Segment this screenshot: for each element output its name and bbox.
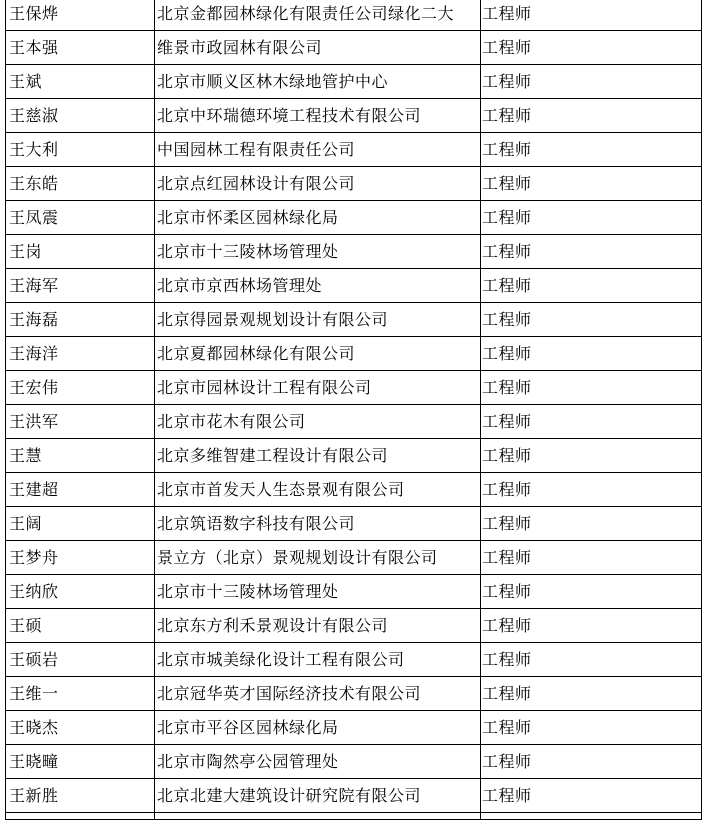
title-cell[interactable]: 工程师 <box>481 235 702 269</box>
name-cell[interactable]: 王斌 <box>6 65 155 99</box>
table-row <box>6 31 702 65</box>
organization-cell[interactable]: 北京冠华英才国际经济技术有限公司 <box>155 677 481 711</box>
name-cell[interactable]: 王大利 <box>6 133 155 167</box>
title-cell[interactable]: 工程师 <box>481 507 702 541</box>
organization-cell[interactable]: 北京金都园林绿化有限责任公司绿化二大 <box>155 0 481 31</box>
title-cell[interactable]: 工程师 <box>481 609 702 643</box>
title-cell[interactable]: 工程师 <box>481 133 702 167</box>
table-row <box>6 303 702 337</box>
name-cell[interactable]: 王硕岩 <box>6 643 155 677</box>
name-cell[interactable]: 王慧 <box>6 439 155 473</box>
title-cell[interactable]: 工程师 <box>481 405 702 439</box>
organization-cell[interactable]: 中国园林工程有限责任公司 <box>155 133 481 167</box>
table-row <box>6 439 702 473</box>
table-body <box>6 0 702 820</box>
title-cell[interactable]: 工程师 <box>481 371 702 405</box>
title-cell[interactable]: 工程师 <box>481 269 702 303</box>
organization-cell[interactable]: 北京筑语数字科技有限公司 <box>155 507 481 541</box>
organization-cell[interactable]: 北京市园林设计工程有限公司 <box>155 371 481 405</box>
name-cell[interactable]: 王阔 <box>6 507 155 541</box>
name-cell[interactable]: 王梦舟 <box>6 541 155 575</box>
name-cell[interactable]: 王洪军 <box>6 405 155 439</box>
organization-cell[interactable]: 北京市首发天人生态景观有限公司 <box>155 473 481 507</box>
table-row-partial <box>6 813 702 820</box>
table-row <box>6 575 702 609</box>
organization-cell[interactable]: 北京市顺义区林木绿地管护中心 <box>155 65 481 99</box>
table-row <box>6 269 702 303</box>
organization-cell[interactable]: 北京市城美绿化设计工程有限公司 <box>155 643 481 677</box>
organization-cell[interactable]: 北京市平谷区园林绿化局 <box>155 711 481 745</box>
name-cell[interactable]: 王东皓 <box>6 167 155 201</box>
table-row <box>6 677 702 711</box>
title-cell[interactable]: 工程师 <box>481 0 702 31</box>
title-cell[interactable]: 工程师 <box>481 677 702 711</box>
organization-cell[interactable]: 北京北建大建筑设计研究院有限公司 <box>155 779 481 813</box>
table-row <box>6 779 702 813</box>
title-cell[interactable]: 工程师 <box>481 779 702 813</box>
organization-cell[interactable]: 北京中环瑞德环境工程技术有限公司 <box>155 99 481 133</box>
title-cell[interactable]: 工程师 <box>481 439 702 473</box>
organization-cell[interactable]: 景立方（北京）景观规划设计有限公司 <box>155 541 481 575</box>
title-cell[interactable]: 工程师 <box>481 473 702 507</box>
name-cell[interactable]: 王维一 <box>6 677 155 711</box>
organization-cell[interactable]: 北京市陶然亭公园管理处 <box>155 745 481 779</box>
name-cell[interactable]: 王建超 <box>6 473 155 507</box>
organization-cell[interactable]: 北京点红园林设计有限公司 <box>155 167 481 201</box>
name-cell[interactable]: 王晓疃 <box>6 745 155 779</box>
table-row <box>6 541 702 575</box>
table-row <box>6 643 702 677</box>
name-cell[interactable]: 王新胜 <box>6 779 155 813</box>
title-cell[interactable]: 工程师 <box>481 99 702 133</box>
organization-cell[interactable]: 北京市十三陵林场管理处 <box>155 235 481 269</box>
title-cell[interactable]: 工程师 <box>481 31 702 65</box>
name-cell[interactable]: 王海洋 <box>6 337 155 371</box>
table-row <box>6 371 702 405</box>
empty-cell <box>155 813 481 820</box>
table-row <box>6 99 702 133</box>
name-cell[interactable]: 王岗 <box>6 235 155 269</box>
table-row <box>6 507 702 541</box>
organization-cell[interactable]: 北京市怀柔区园林绿化局 <box>155 201 481 235</box>
organization-cell[interactable]: 北京市京西林场管理处 <box>155 269 481 303</box>
table-row <box>6 609 702 643</box>
empty-cell <box>481 813 702 820</box>
table-row <box>6 711 702 745</box>
title-cell[interactable]: 工程师 <box>481 541 702 575</box>
title-cell[interactable]: 工程师 <box>481 167 702 201</box>
organization-cell[interactable]: 北京市花木有限公司 <box>155 405 481 439</box>
table-row <box>6 201 702 235</box>
name-cell[interactable]: 王纳欣 <box>6 575 155 609</box>
organization-cell[interactable]: 北京东方利禾景观设计有限公司 <box>155 609 481 643</box>
name-cell[interactable]: 王硕 <box>6 609 155 643</box>
table-row <box>6 167 702 201</box>
name-cell[interactable]: 王宏伟 <box>6 371 155 405</box>
title-cell[interactable]: 工程师 <box>481 745 702 779</box>
table-row <box>6 473 702 507</box>
name-cell[interactable]: 王海军 <box>6 269 155 303</box>
table-row <box>6 405 702 439</box>
personnel-table <box>5 0 702 820</box>
table-row <box>6 65 702 99</box>
title-cell[interactable]: 工程师 <box>481 575 702 609</box>
name-cell[interactable]: 王保烨 <box>6 0 155 31</box>
table-row <box>6 0 702 31</box>
organization-cell[interactable]: 北京市十三陵林场管理处 <box>155 575 481 609</box>
name-cell[interactable]: 王慈淑 <box>6 99 155 133</box>
empty-cell <box>6 813 155 820</box>
name-cell[interactable]: 王海磊 <box>6 303 155 337</box>
organization-cell[interactable]: 北京夏都园林绿化有限公司 <box>155 337 481 371</box>
title-cell[interactable]: 工程师 <box>481 337 702 371</box>
organization-cell[interactable]: 北京得园景观规划设计有限公司 <box>155 303 481 337</box>
name-cell[interactable]: 王晓杰 <box>6 711 155 745</box>
name-cell[interactable]: 王凤震 <box>6 201 155 235</box>
title-cell[interactable]: 工程师 <box>481 711 702 745</box>
table-row <box>6 745 702 779</box>
organization-cell[interactable]: 维景市政园林有限公司 <box>155 31 481 65</box>
table-row <box>6 235 702 269</box>
organization-cell[interactable]: 北京多维智建工程设计有限公司 <box>155 439 481 473</box>
title-cell[interactable]: 工程师 <box>481 65 702 99</box>
table-row <box>6 337 702 371</box>
title-cell[interactable]: 工程师 <box>481 303 702 337</box>
title-cell[interactable]: 工程师 <box>481 201 702 235</box>
name-cell[interactable]: 王本强 <box>6 31 155 65</box>
table-row <box>6 133 702 167</box>
title-cell[interactable]: 工程师 <box>481 643 702 677</box>
